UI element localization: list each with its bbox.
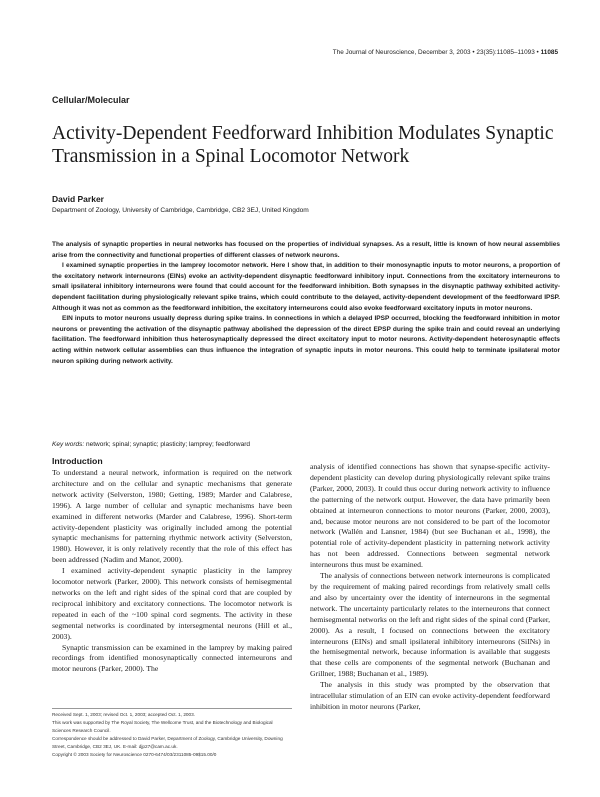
keywords-text: network; spinal; synaptic; plasticity; lamprey; feedforward: [85, 441, 250, 448]
footnote-divider: [52, 708, 292, 709]
abstract: [52, 240, 560, 367]
left-column: [52, 456, 292, 675]
abstract-paragraph: The analysis of synaptic properties in neural networks has focused on the properties of individual synapses. As a result, little is known of how neural assemblies arise from the connectivity and functional properties of different classes of network neurons.: [52, 241, 560, 259]
abstract-paragraph: EIN inputs to motor neurons usually depress during spike trains. In connections in which a delayed IPSP occurred, blocking the feedforward inhibition in motor neurons or preventing the activation of the disynaptic pathway abolished the depression of the direct EPSP during the spike train and could reveal an underlying facilitation. The feedforward inhibition thus heterosynaptically depressed the direct excitatory input to motor neurons. Activity-dependent heterosynaptic effects acting within network cellular assemblies can thus influence the integration of synaptic inputs in motor neurons. This could help to terminate ipsilateral motor neuron spiking during network activity.: [52, 315, 560, 365]
article-title: Activity-Dependent Feedforward Inhibition Modulates Synaptic Transmission in a Spinal Locomotor Network: [52, 123, 554, 167]
body-paragraph: Synaptic transmission can be examined in the lamprey by making paired recordings from identified monosynaptically connected interneurons and motor neurons (Parker, 2000). The: [52, 642, 292, 674]
body-paragraph: I examined activity-dependent synaptic plasticity in the lamprey locomotor network (Parker, 2000). This network consists of hemisegmental networks on the left and right sides of the spinal cord that are coupled by reciprocal inhibitory and excitatory connections. The locomotor network is repeated in each of the ~100 spinal cord segments. The activity in these segmental networks is coordinated by intersegmental neurons (Hill et al., 2003).: [52, 566, 292, 641]
footnote: This work was supported by The Royal Society, The Wellcome Trust, and the Biotechnology and Biological Sciences Research Council.: [52, 720, 273, 734]
running-head-journal: The Journal of Neuroscience, December 3, 2003 • 23(35):11085–11093 •: [332, 49, 539, 56]
author-name: David Parker: [52, 194, 104, 204]
footnotes: [52, 711, 292, 760]
body-paragraph: The analysis of connections between network interneurons is complicated by the requirement of making paired recordings from relatively small cells and also by uncertainty over the identity of interneurons in the segmental network. The uncertainty particularly relates to the interneurons that connect hemisegmental networks on the left and right sides of the spinal cord (Parker, 2000). As a result, I focused on connections between the excitatory interneurons (EINs) and small ipsilateral inhibitory interneurons (SiINs) in the hemisegmental network, because information is available that suggests that these cells are components of the segmental network (Buchanan and Grillner, 1988; Buchanan et al., 1989).: [310, 571, 550, 679]
section-label: Cellular/Molecular: [52, 95, 130, 105]
keywords: [52, 441, 560, 448]
footnote: Correspondence should be addressed to David Parker, Department of Zoology, Cambridge University, Downing Street, Cambridge, CB2 3EJ, UK. E-mail: djp27@cam.ac.uk.: [52, 736, 283, 750]
author-affiliation: Department of Zoology, University of Cambridge, Cambridge, CB2 3EJ, United Kingdom: [52, 207, 309, 214]
introduction-heading: Introduction: [52, 456, 103, 466]
running-head-page-number: 11085: [540, 49, 558, 56]
abstract-paragraph: I examined synaptic properties in the lamprey locomotor network. Here I show that, in addition to their monosynaptic inputs to motor neurons, a proportion of the excitatory network interneurons (EINs) evoke an activity-dependent disynaptic feedforward inhibitory input. Connections from the excitatory interneurons to small ipsilateral inhibitory interneurons were found that could account for the feedforward inhibition. Both synapses in the disynaptic pathway exhibited activity-dependent facilitation during physiologically relevant spike trains, which could contribute to the delayed, activity-dependent development of the feedforward IPSP. Although it was not as common as the feedforward inhibition, the excitatory interneurons could also evoke feedforward excitatory inputs in motor neurons.: [52, 262, 560, 312]
keywords-label: Key words:: [52, 441, 85, 448]
footnote: Received Sept. 1, 2003; revised Oct. 1, 2003; accepted Oct. 1, 2003.: [52, 712, 196, 717]
body-paragraph: The analysis in this study was prompted by the observation that intracellular stimulation of an EIN can evoke activity-dependent feedforward inhibition in motor neurons (Parker,: [310, 680, 550, 711]
body-paragraph: analysis of identified connections has shown that synapse-specific activity-dependent plasticity can develop during physiologically relevant spike trains (Parker, 2000, 2003). It could thus occur during network activity to influence the patterning of the network output. However, the data have primarily been obtained at interneuron connections to motor neurons (Parker, 2000, 2003), and, because motor neurons are not considered to be part of the locomotor network (Wallén and Lansner, 1984) (but see Buchanan et al., 1998), the potential role of activity-dependent plasticity in patterning network activity has not been addressed. Connections between segmental network interneurons thus must be examined.: [310, 462, 550, 570]
body-paragraph: To understand a neural network, information is required on the network architecture and on the cellular and synaptic mechanisms that generate network activity (Selverston, 1980; Getting, 1989; Marder and Calabrese, 1996). A large number of cellular and synaptic mechanisms have been examined in different networks (Marder and Calabrese, 1996). Short-term activity-dependent plasticity was originally included among the potential synaptic mechanisms for patterning rhythmic network activity (Selverston, 1980). However, it is only relatively recently that the role of this effect has been addressed (Nadim and Manor, 2000).: [52, 468, 292, 565]
footnote: Copyright © 2003 Society for Neuroscience 0270-6474/03/2311085-09$15.00/0: [52, 752, 217, 758]
running-head: [333, 49, 558, 56]
right-column: [310, 462, 550, 713]
